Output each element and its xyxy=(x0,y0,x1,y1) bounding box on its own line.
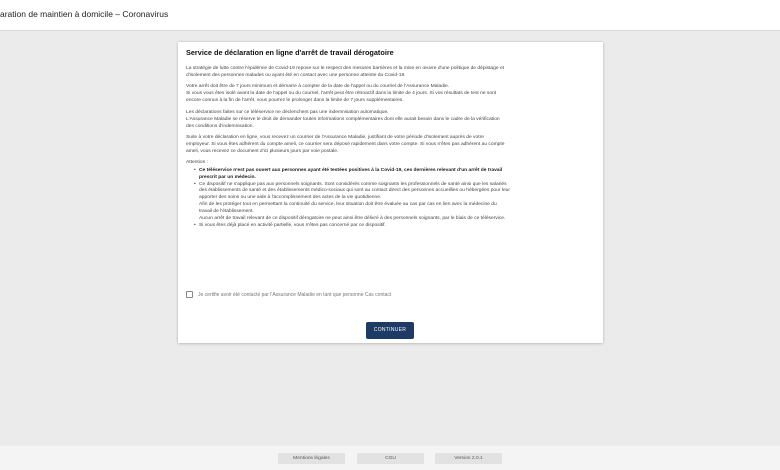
intro-paragraph: La stratégie de lutte contre l'épidémie de Covid-19 repose sur le respect des mesures barrières et la mise en œuvre d'une politique de dépistage et d'isolement des personnes malades ou ayant été en contact avec une personne atteinte du Covid-19. xyxy=(186,66,505,78)
top-bar xyxy=(0,0,780,31)
certify-checkbox[interactable] xyxy=(186,291,193,298)
list-item: • Ce dispositif ne s'applique pas aux personnels soignants. Sont considérés comme soignants les professionnels de santé ainsi que les salariés des établissements de santé et des établissements médico-sociaux qui sont au contact direct des personnes accueillies ou hébergées pour leur apporter des soins ou une aide à l'accomplissement des actes de la vie quotidienne. Afin de les protéger tout en permettant la continuité du service, leur situation doit être évaluée au cas par cas en lien avec la médecine du travail de l'établissement. Aucun arrêt de travail relevant de ce dispositif dérogatoire ne peut ainsi être délivré à des personnels soignants, par le biais de ce téléservice. xyxy=(194,182,596,223)
version-label: Version 2.0.1 xyxy=(435,453,502,464)
courrier-paragraph: Suite à votre déclaration en ligne, vous recevez un courrier de l'Assurance Maladie, justifiant de votre période d'isolement auprès de votre employeur. Si vous êtes adhérent du compte ameli, ce courrier sera déposé rapidement dans votre compte. Si vous n'êtes pas adhérent au compte ameli, vous recevez ce document d'ici plusieurs jours par voie postale. xyxy=(186,135,505,154)
duration-paragraph: Votre arrêt doit être de 7 jours minimum et démarre à compter de la date de l'appel ou du courriel de l'Assurance Maladie. Si vous vous êtes isolé avant la date de l'appel ou du courriel, l'arrêt peut être rétroactif dans la limite de 4 jours. Si vos résultats de test ne sont encore connus à la fin de l'arrêt, vous pourrez le prolonger dans la limite de 7 jours supplémentaires. xyxy=(186,84,497,104)
card-title: Service de déclaration en ligne d'arrêt de travail dérogatoire xyxy=(186,48,394,57)
list-item: • Si vous êtes déjà placé en activité partielle, vous n'êtes pas concerné par ce dispositif. xyxy=(194,223,596,230)
app-title: aration de maintien à domicile – Coronavirus xyxy=(0,9,169,19)
continue-button[interactable]: CONTINUER xyxy=(366,322,414,339)
legal-notice-link[interactable]: Mentions légales xyxy=(278,453,345,464)
card-body xyxy=(186,66,596,230)
certify-checkbox-row[interactable] xyxy=(186,291,391,298)
attention-label: Attention : xyxy=(186,160,209,166)
declaration-card xyxy=(178,42,603,343)
cgu-link[interactable]: CGU xyxy=(357,453,424,464)
indemnisation-paragraph: Les déclarations faites sur ce téléservice ne déclenchent pas une indemnisation automatique. L'Assurance Maladie se réserve le droit de demander toutes informations complémentaires dont elle aurait besoin dans le cadre de la vérification des conditions d'indemnisation. xyxy=(186,109,500,129)
footer xyxy=(0,446,780,470)
attention-list xyxy=(186,168,596,230)
list-item: • Ce téléservice n'est pas ouvert aux personnes ayant été testées positives à la Covid-19, ces dernières relevant d'un arrêt de travail prescrit par un médecin. xyxy=(194,168,596,182)
certify-checkbox-label[interactable]: Je certifie avoir été contacté par l'Assurance Maladie en tant que personne Cas contact xyxy=(198,291,392,298)
